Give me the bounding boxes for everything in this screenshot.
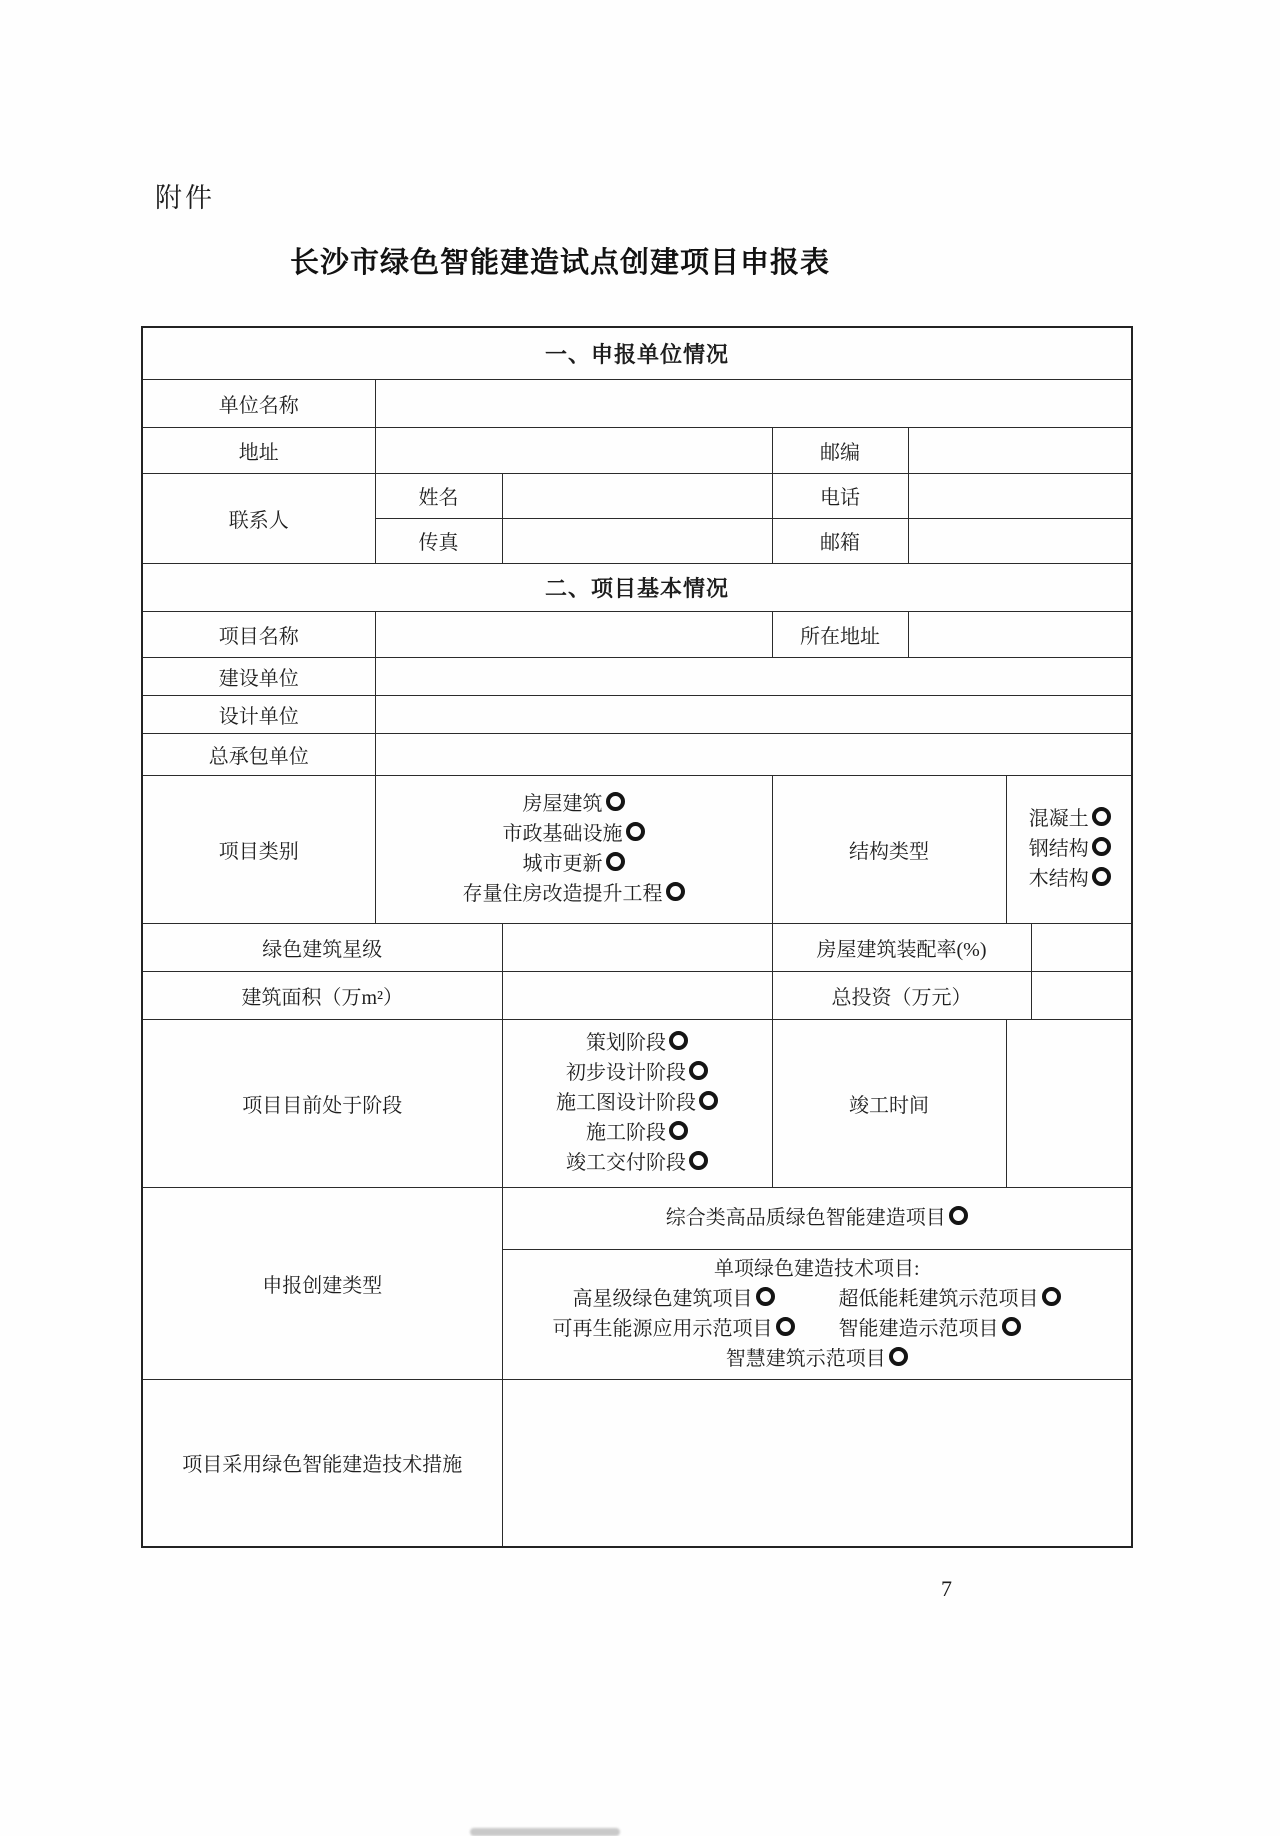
option-comprehensive-project: 综合类高品质绿色智能建造项目 — [509, 1203, 1126, 1233]
scan-artifact — [470, 1828, 620, 1836]
option-wood-structure: 木结构 — [1015, 864, 1126, 894]
structure-type-label: 结构类型 — [772, 775, 1006, 923]
circle-mark-icon — [756, 1287, 775, 1306]
option-renewable-energy-demo: 可再生能源应用示范项目 — [509, 1314, 839, 1344]
circle-mark-icon — [1002, 1317, 1021, 1336]
single-item-options-cell — [502, 1249, 1132, 1379]
contact-label: 联系人 — [142, 473, 375, 563]
postcode-label: 邮编 — [772, 427, 908, 473]
measures-value-cell — [502, 1379, 1132, 1547]
circle-mark-icon — [626, 822, 645, 841]
circle-mark-icon — [669, 1121, 688, 1140]
form-title: 长沙市绿色智能建造试点创建项目申报表 — [289, 247, 830, 279]
option-construction-stage: 施工阶段 — [509, 1118, 766, 1148]
application-form-table — [141, 326, 1133, 1548]
page-number: 7 — [941, 1576, 952, 1601]
circle-mark-icon — [606, 852, 625, 871]
phone-label: 电话 — [772, 473, 908, 518]
email-label: 邮箱 — [772, 518, 908, 563]
fax-value-cell — [502, 518, 772, 563]
total-investment-value-cell — [1031, 971, 1132, 1019]
unit-name-label: 单位名称 — [142, 379, 375, 427]
contact-name-label: 姓名 — [375, 473, 502, 518]
option-concrete: 混凝土 — [1015, 804, 1126, 834]
option-smart-building-demo: 智慧建筑示范项目 — [509, 1344, 1126, 1374]
completion-time-value-cell — [1006, 1019, 1132, 1187]
stage-options — [502, 1019, 772, 1187]
circle-mark-icon — [776, 1317, 795, 1336]
option-completion-delivery-stage: 竣工交付阶段 — [509, 1148, 766, 1178]
measures-label: 项目采用绿色智能建造技术措施 — [142, 1379, 502, 1547]
option-preliminary-design-stage: 初步设计阶段 — [509, 1058, 766, 1088]
option-construction-drawing-stage: 施工图设计阶段 — [509, 1088, 766, 1118]
option-municipal-infrastructure: 市政基础设施 — [382, 819, 766, 849]
circle-mark-icon — [1092, 807, 1111, 826]
circle-mark-icon — [1092, 867, 1111, 886]
circle-mark-icon — [889, 1347, 908, 1366]
postcode-value-cell — [908, 427, 1132, 473]
single-item-header: 单项绿色建造技术项目: — [713, 1258, 920, 1280]
floor-area-value-cell — [502, 971, 772, 1019]
circle-mark-icon — [669, 1031, 688, 1050]
section1-header: 一、申报单位情况 — [142, 327, 1132, 379]
address-label: 地址 — [142, 427, 375, 473]
floor-area-label: 建筑面积（万m²） — [142, 971, 502, 1019]
attachment-label: 附件 — [155, 183, 215, 213]
completion-time-label: 竣工时间 — [772, 1019, 1006, 1187]
circle-mark-icon — [606, 792, 625, 811]
construction-unit-value-cell — [375, 657, 1132, 695]
fax-label: 传真 — [375, 518, 502, 563]
circle-mark-icon — [699, 1091, 718, 1110]
option-planning-stage: 策划阶段 — [509, 1028, 766, 1058]
assembly-rate-value-cell — [1031, 923, 1132, 971]
construction-unit-label: 建设单位 — [142, 657, 375, 695]
option-urban-renewal: 城市更新 — [382, 849, 766, 879]
green-star-value-cell — [502, 923, 772, 971]
comprehensive-option-cell — [502, 1187, 1132, 1249]
option-steel-structure: 钢结构 — [1015, 834, 1126, 864]
circle-mark-icon — [689, 1061, 708, 1080]
option-intelligent-construction-demo: 智能建造示范项目 — [839, 1314, 1021, 1344]
circle-mark-icon — [1042, 1287, 1061, 1306]
circle-mark-icon — [949, 1206, 968, 1225]
location-label: 所在地址 — [772, 611, 908, 657]
contact-name-value-cell — [502, 473, 772, 518]
email-value-cell — [908, 518, 1132, 563]
circle-mark-icon — [1092, 837, 1111, 856]
option-existing-housing-renovation: 存量住房改造提升工程 — [382, 879, 766, 909]
application-type-label: 申报创建类型 — [142, 1187, 502, 1379]
phone-value-cell — [908, 473, 1132, 518]
project-name-label: 项目名称 — [142, 611, 375, 657]
general-contractor-value-cell — [375, 733, 1132, 775]
design-unit-value-cell — [375, 695, 1132, 733]
total-investment-label: 总投资（万元） — [772, 971, 1031, 1019]
option-high-star-green-building: 高星级绿色建筑项目 — [509, 1284, 839, 1314]
design-unit-label: 设计单位 — [142, 695, 375, 733]
general-contractor-label: 总承包单位 — [142, 733, 375, 775]
stage-label: 项目目前处于阶段 — [142, 1019, 502, 1187]
assembly-rate-label: 房屋建筑装配率(%) — [772, 923, 1031, 971]
circle-mark-icon — [666, 882, 685, 901]
section2-header: 二、项目基本情况 — [142, 563, 1132, 611]
project-category-options — [375, 775, 772, 923]
structure-type-options — [1006, 775, 1132, 923]
option-housing-construction: 房屋建筑 — [382, 789, 766, 819]
circle-mark-icon — [689, 1151, 708, 1170]
location-value-cell — [908, 611, 1132, 657]
option-ultra-low-energy-demo: 超低能耗建筑示范项目 — [839, 1284, 1061, 1314]
project-category-label: 项目类别 — [142, 775, 375, 923]
project-name-value-cell — [375, 611, 772, 657]
unit-name-value-cell — [375, 379, 1132, 427]
green-star-label: 绿色建筑星级 — [142, 923, 502, 971]
address-value-cell — [375, 427, 772, 473]
